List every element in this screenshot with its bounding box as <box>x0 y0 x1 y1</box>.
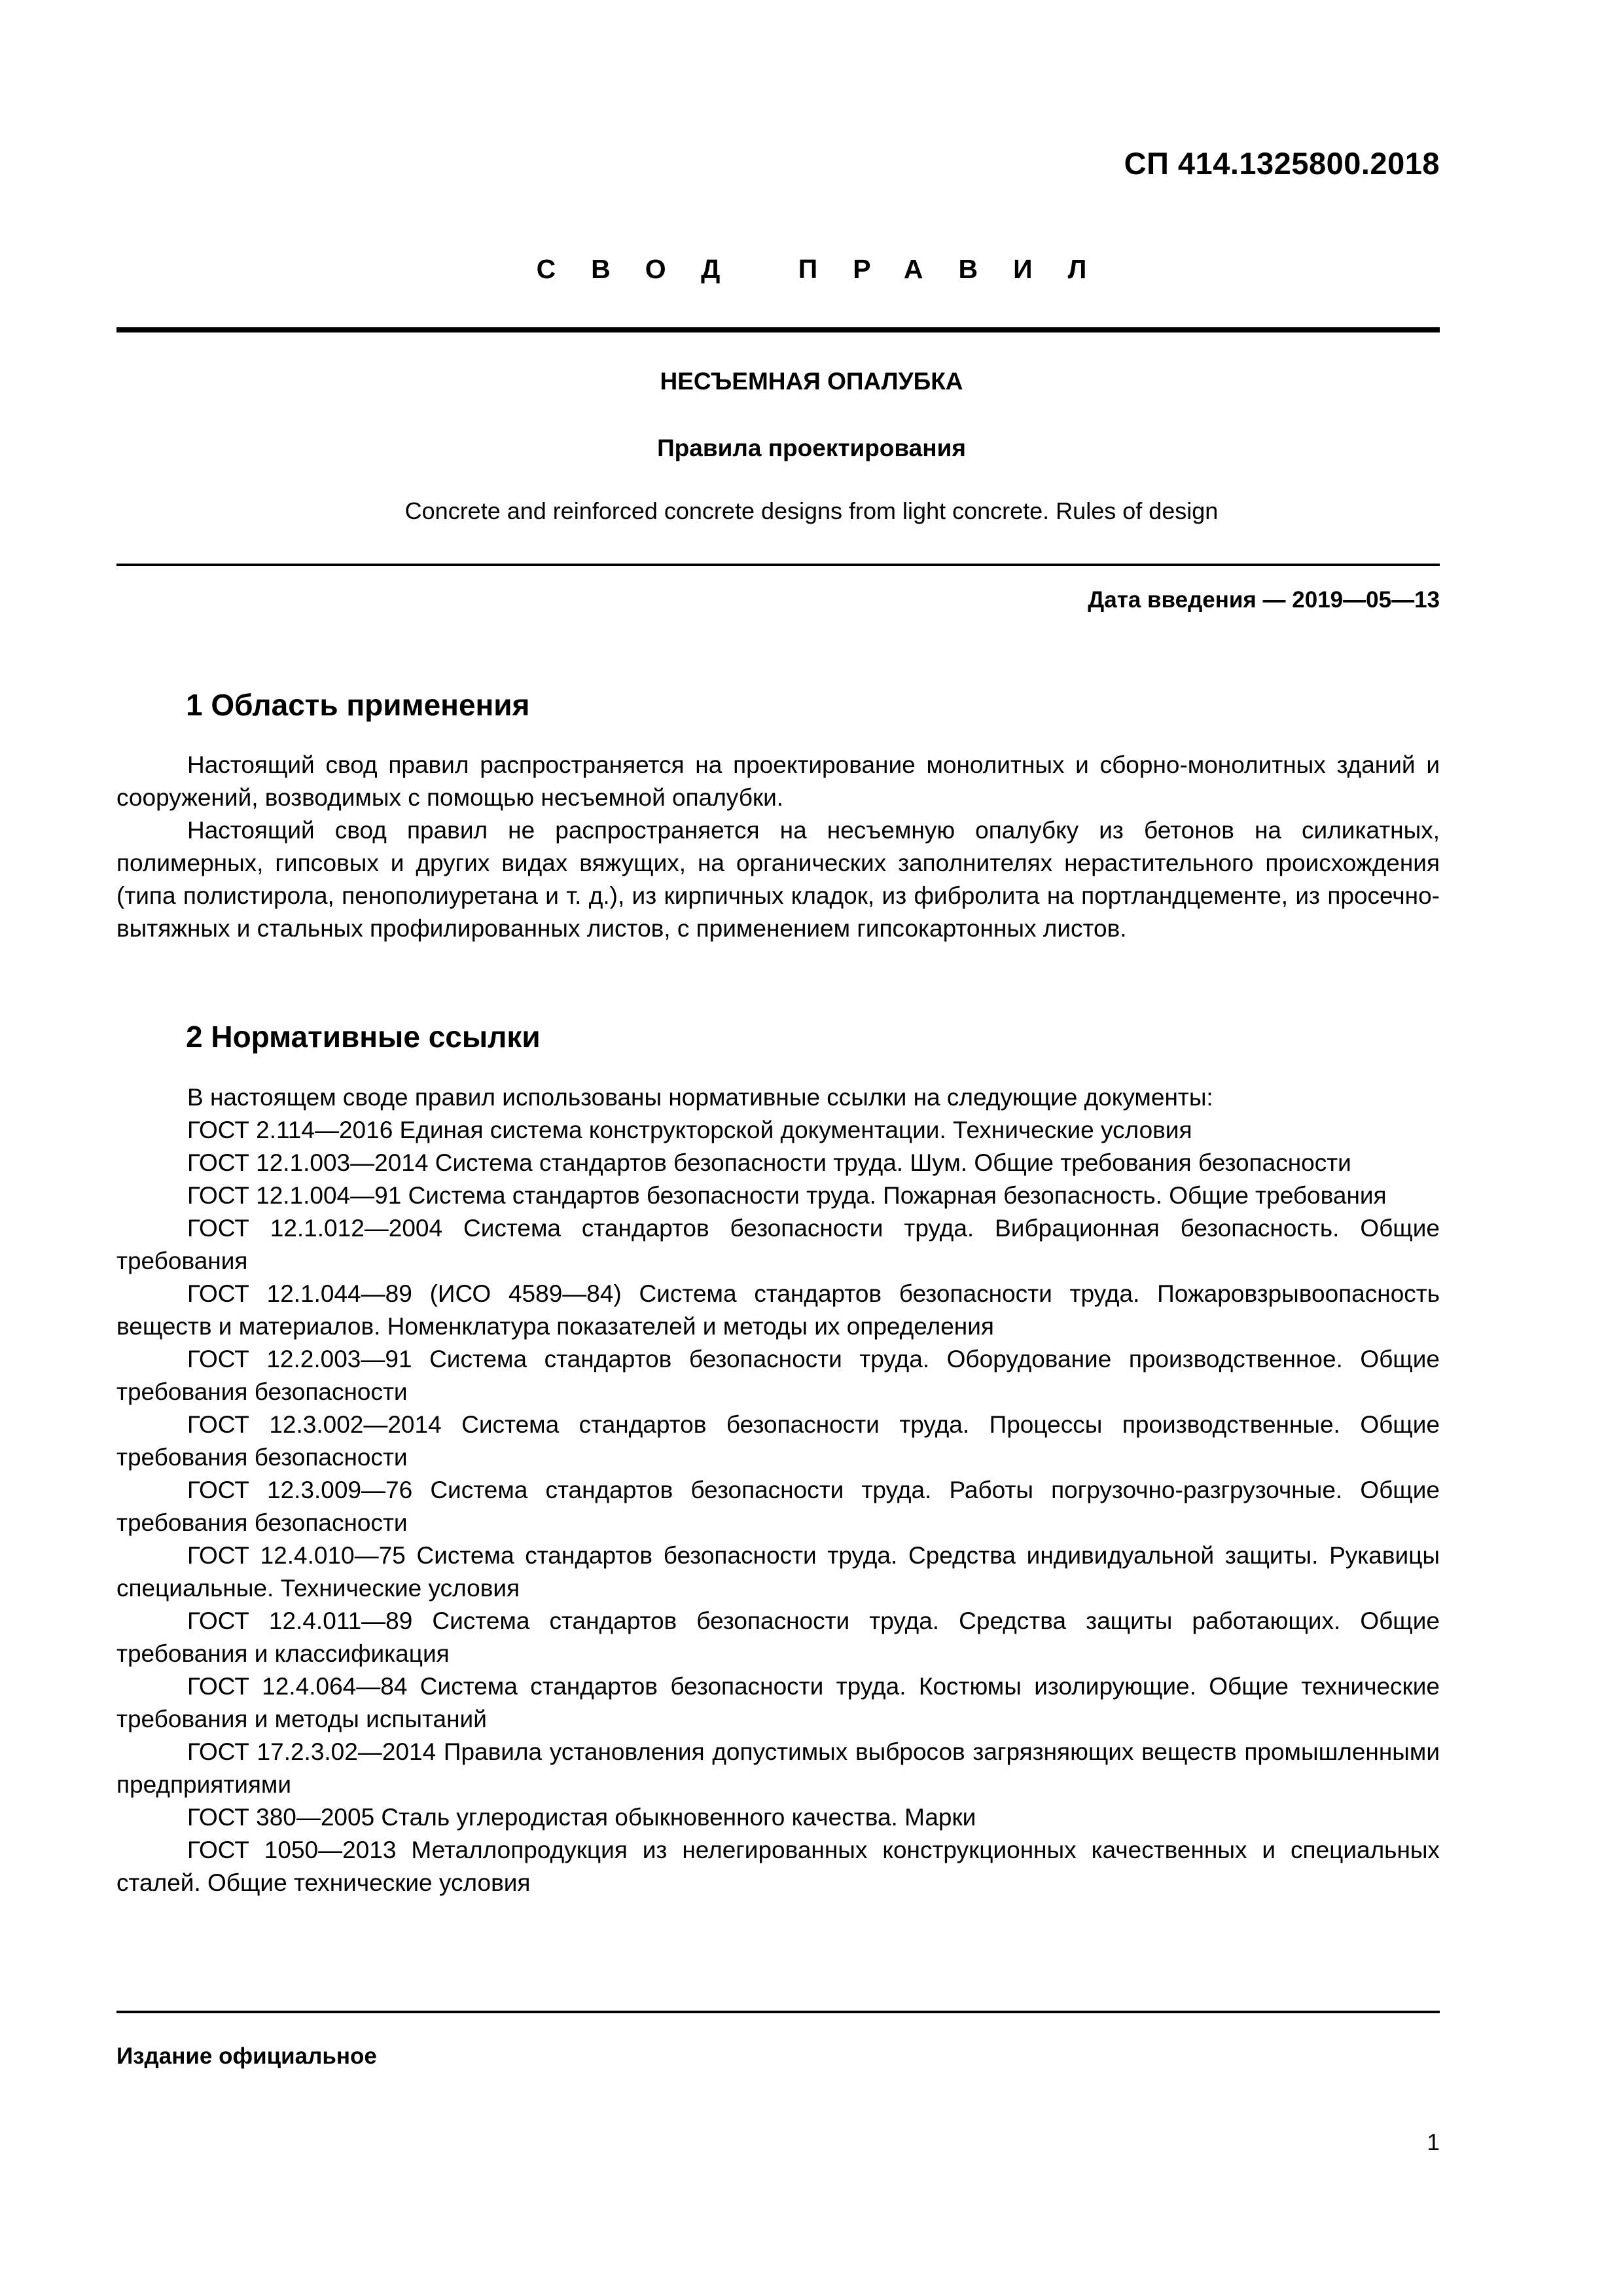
section-2-body <box>116 1081 1440 1899</box>
top-rule <box>116 327 1440 332</box>
reference-item: ГОСТ 2.114—2016 Единая система конструкторской документации. Технические условия <box>187 1117 1192 1143</box>
document-series: СВОД ПРАВИЛ <box>536 254 1122 284</box>
reference-item: ГОСТ 12.1.044—89 (ИСО 4589—84) Система стандартов безопасности труда. Пожаровзрывоопасность веществ и материалов. Номенклатура показателей и методы их определения <box>116 1280 1440 1340</box>
reference-item: ГОСТ 17.2.3.02—2014 Правила установления допустимых выбросов загрязняющих веществ промышленными предприятиями <box>116 1738 1440 1798</box>
reference-item: ГОСТ 12.1.003—2014 Система стандартов безопасности труда. Шум. Общие требования безопасности <box>187 1149 1351 1176</box>
footer-rule <box>116 2011 1440 2013</box>
reference-item: ГОСТ 12.4.010—75 Система стандартов безопасности труда. Средства индивидуальной защиты. Рукавицы специальные. Технические условия <box>116 1542 1440 1602</box>
effective-date: Дата введения — 2019—05—13 <box>1088 587 1440 613</box>
section-1-body <box>116 749 1440 945</box>
title-rule <box>116 564 1440 566</box>
document-designation: СП 414.1325800.2018 <box>1124 146 1440 181</box>
reference-item: ГОСТ 12.4.064—84 Система стандартов безопасности труда. Костюмы изолирующие. Общие технические требования и методы испытаний <box>116 1673 1440 1732</box>
section-1-heading: 1 Область применения <box>186 688 530 722</box>
reference-item: ГОСТ 12.1.012—2004 Система стандартов безопасности труда. Вибрационная безопасность. Общие требования <box>116 1215 1440 1274</box>
page-number: 1 <box>1427 2130 1440 2155</box>
section-2-heading: 2 Нормативные ссылки <box>186 1020 541 1054</box>
reference-intro: В настоящем своде правил использованы нормативные ссылки на следующие документы: <box>187 1084 1213 1111</box>
reference-item: ГОСТ 380—2005 Сталь углеродистая обыкновенного качества. Марки <box>187 1804 976 1831</box>
section-1-paragraph: Настоящий свод правил не распространяется на несъемную опалубку из бетонов на силикатных, полимерных, гипсовых и других видах вяжущих, на органических заполнителях нерастительного происхождения (типа полистирола, пенополиуретана и т. д.), из кирпичных кладок, из фибролита на портландцементе, из просечно-вытяжных и стальных профилированных листов, с применением гипсокартонных листов. <box>116 817 1440 942</box>
document-title-english: Concrete and reinforced concrete designs from light concrete. Rules of design <box>404 497 1219 524</box>
reference-item: ГОСТ 12.3.009—76 Система стандартов безопасности труда. Работы погрузочно-разгрузочные. Общие требования безопасности <box>116 1477 1440 1536</box>
document-subtitle: Правила проектирования <box>657 435 966 461</box>
section-1-paragraph: Настоящий свод правил распространяется на проектирование монолитных и сборно-монолитных зданий и сооружений, возводимых с помощью несъемной опалубки. <box>116 751 1440 811</box>
reference-item: ГОСТ 12.3.002—2014 Система стандартов безопасности труда. Процессы производственные. Общие требования безопасности <box>116 1411 1440 1471</box>
reference-item: ГОСТ 12.1.004—91 Система стандартов безопасности труда. Пожарная безопасность. Общие требования <box>187 1182 1387 1209</box>
reference-item: ГОСТ 12.4.011—89 Система стандартов безопасности труда. Средства защиты работающих. Общие требования и классификация <box>116 1607 1440 1667</box>
official-edition-label: Издание официальное <box>116 2043 377 2069</box>
reference-item: ГОСТ 12.2.003—91 Система стандартов безопасности труда. Оборудование производственное. Общие требования безопасности <box>116 1346 1440 1405</box>
reference-item: ГОСТ 1050—2013 Металлопродукция из нелегированных конструкционных качественных и специальных сталей. Общие технические условия <box>116 1837 1440 1896</box>
document-title: НЕСЪЕМНАЯ ОПАЛУБКА <box>660 368 963 395</box>
